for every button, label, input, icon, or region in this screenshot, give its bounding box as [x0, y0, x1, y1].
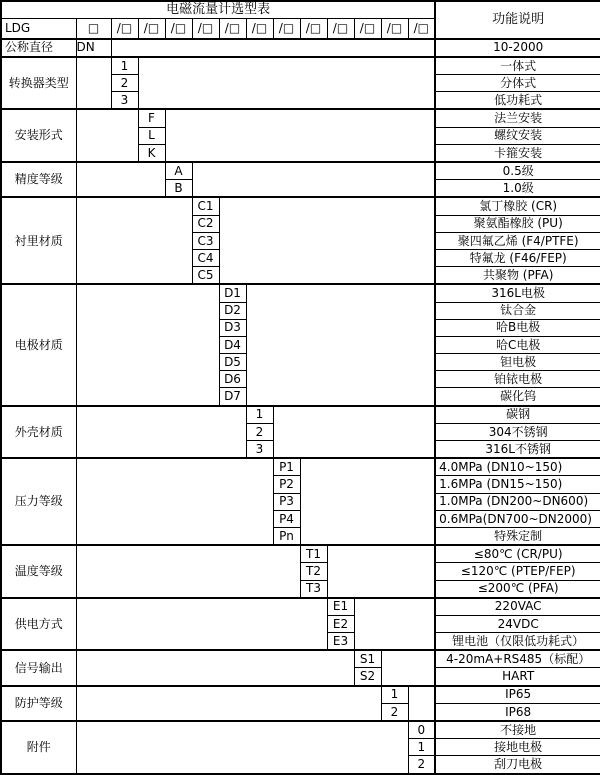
- option-code: P2: [273, 476, 300, 493]
- category-label: 公称直径: [1, 39, 76, 57]
- option-code: D5: [219, 354, 246, 371]
- spacer-cell: [76, 162, 165, 197]
- category-label: 电极材质: [1, 284, 76, 405]
- option-code: 2: [246, 423, 273, 440]
- spacer-cell: [76, 57, 111, 110]
- model-slot: /□: [354, 19, 381, 39]
- option-desc: 24VDC: [435, 615, 600, 632]
- category-label: 转换器类型: [1, 57, 76, 110]
- model-slot: /□: [111, 19, 138, 39]
- option-desc: 螺纹安装: [435, 127, 600, 144]
- option-desc: 1.0MPa (DN200~DN600): [435, 493, 600, 510]
- option-code: T3: [300, 580, 327, 598]
- option-desc: 0.6MPa(DN700~DN2000): [435, 510, 600, 527]
- spacer-cell: [192, 162, 435, 197]
- spacer-cell: [327, 545, 435, 598]
- option-desc: ≤200℃ (PFA): [435, 580, 600, 598]
- option-code: F: [138, 109, 165, 127]
- option-code: L: [138, 127, 165, 144]
- option-code: 2: [381, 703, 408, 721]
- spacer-cell: [138, 57, 435, 110]
- spacer-cell: [354, 598, 435, 651]
- option-code: D4: [219, 336, 246, 353]
- option-desc: 锂电池（仅限低功耗式）: [435, 633, 600, 651]
- option-desc: 氯丁橡胶 (CR): [435, 197, 600, 215]
- model-slot: /□: [300, 19, 327, 39]
- option-desc: 1.6MPa (DN15~150): [435, 476, 600, 493]
- spacer-cell: [246, 284, 435, 405]
- option-code: 1: [111, 57, 138, 75]
- option-code: 3: [246, 441, 273, 459]
- option-desc: 聚氨酯橡胶 (PU): [435, 215, 600, 232]
- category-label: 附件: [1, 721, 76, 774]
- spacer-cell: [76, 650, 354, 685]
- option-code: E3: [327, 633, 354, 651]
- model-slot: /□: [381, 19, 408, 39]
- category-label: 压力等级: [1, 458, 76, 545]
- spacer-cell: [300, 458, 435, 545]
- model-slot: /□: [165, 19, 192, 39]
- option-code: D3: [219, 319, 246, 336]
- category-label: 防护等级: [1, 686, 76, 721]
- option-code: A: [165, 162, 192, 180]
- option-desc: IP68: [435, 703, 600, 721]
- option-desc: 不接地: [435, 721, 600, 739]
- model-slot: /□: [327, 19, 354, 39]
- model-slot: /□: [273, 19, 300, 39]
- option-desc: 钽电极: [435, 354, 600, 371]
- option-code: 0: [408, 721, 435, 739]
- model-slot: /□: [192, 19, 219, 39]
- option-code: S2: [354, 668, 381, 686]
- option-code: C5: [192, 267, 219, 285]
- category-label: 衬里材质: [1, 197, 76, 284]
- function-column-header: 功能说明: [435, 1, 600, 39]
- option-desc: ≤80℃ (CR/PU): [435, 545, 600, 563]
- option-desc: 特殊定制: [435, 527, 600, 545]
- option-code: 1: [246, 406, 273, 424]
- spacer-cell: [76, 545, 300, 598]
- category-label: 温度等级: [1, 545, 76, 598]
- option-desc: 304不锈钢: [435, 423, 600, 440]
- category-label: 安装形式: [1, 109, 76, 162]
- option-code: D6: [219, 371, 246, 388]
- model-prefix: LDG: [1, 19, 76, 39]
- option-code: D7: [219, 388, 246, 406]
- spacer-cell: [76, 197, 192, 284]
- option-desc: 哈B电极: [435, 319, 600, 336]
- option-code: 2: [111, 75, 138, 92]
- option-desc: 共聚物 (PFA): [435, 267, 600, 285]
- option-desc: ≤120℃ (PTEP/FEP): [435, 563, 600, 580]
- option-code: C4: [192, 249, 219, 266]
- option-code: E2: [327, 615, 354, 632]
- option-code: T1: [300, 545, 327, 563]
- option-desc: 0.5级: [435, 162, 600, 180]
- category-label: 供电方式: [1, 598, 76, 651]
- spacer-cell: [76, 598, 327, 651]
- category-label: 外壳材质: [1, 406, 76, 459]
- option-desc: 刮刀电极: [435, 756, 600, 774]
- option-code: B: [165, 180, 192, 198]
- option-desc: 铂铱电极: [435, 371, 600, 388]
- model-slot: □: [76, 19, 111, 39]
- option-desc: 特氟龙 (F46/FEP): [435, 249, 600, 266]
- option-code: D2: [219, 302, 246, 319]
- option-code: K: [138, 144, 165, 162]
- model-slot: /□: [138, 19, 165, 39]
- option-code: P3: [273, 493, 300, 510]
- option-desc: 316L不锈钢: [435, 441, 600, 459]
- option-code: DN: [76, 39, 111, 57]
- option-desc: 220VAC: [435, 598, 600, 616]
- option-desc: 哈C电极: [435, 336, 600, 353]
- option-desc: 碳化钨: [435, 388, 600, 406]
- option-desc: 316L电极: [435, 284, 600, 302]
- option-desc: 4.0MPa (DN10~150): [435, 458, 600, 476]
- option-code: D1: [219, 284, 246, 302]
- spacer-cell: [76, 458, 273, 545]
- spacer-cell: [111, 39, 435, 57]
- option-code: P1: [273, 458, 300, 476]
- spacer-cell: [76, 284, 219, 405]
- category-label: 信号输出: [1, 650, 76, 685]
- option-code: C2: [192, 215, 219, 232]
- spacer-cell: [165, 109, 435, 162]
- option-desc: 10-2000: [435, 39, 600, 57]
- option-code: E1: [327, 598, 354, 616]
- option-desc: 1.0级: [435, 180, 600, 198]
- spacer-cell: [381, 650, 435, 685]
- category-label: 精度等级: [1, 162, 76, 197]
- model-slot: /□: [219, 19, 246, 39]
- option-desc: 碳钢: [435, 406, 600, 424]
- option-desc: 分体式: [435, 75, 600, 92]
- spacer-cell: [219, 197, 435, 284]
- spacer-cell: [273, 406, 435, 459]
- option-code: 1: [381, 686, 408, 704]
- option-code: 2: [408, 756, 435, 774]
- option-desc: 4-20mA+RS485（标配）: [435, 650, 600, 668]
- option-desc: HART: [435, 668, 600, 686]
- option-desc: 一体式: [435, 57, 600, 75]
- option-code: T2: [300, 563, 327, 580]
- option-desc: IP65: [435, 686, 600, 704]
- option-code: 3: [111, 92, 138, 110]
- option-code: S1: [354, 650, 381, 668]
- option-desc: 聚四氟乙烯 (F4/PTFE): [435, 232, 600, 249]
- option-desc: 法兰安装: [435, 109, 600, 127]
- option-code: P4: [273, 510, 300, 527]
- spacer-cell: [76, 109, 138, 162]
- option-code: Pn: [273, 527, 300, 545]
- option-desc: 接地电极: [435, 739, 600, 756]
- model-slot: /□: [246, 19, 273, 39]
- spacer-cell: [76, 406, 246, 459]
- option-code: 1: [408, 739, 435, 756]
- option-desc: 钛合金: [435, 302, 600, 319]
- model-slot: /□: [408, 19, 435, 39]
- option-code: C3: [192, 232, 219, 249]
- page-title: 电磁流量计选型表: [1, 1, 435, 19]
- option-desc: 低功耗式: [435, 92, 600, 110]
- option-code: C1: [192, 197, 219, 215]
- option-desc: 卡箍安装: [435, 144, 600, 162]
- spacer-cell: [76, 721, 408, 774]
